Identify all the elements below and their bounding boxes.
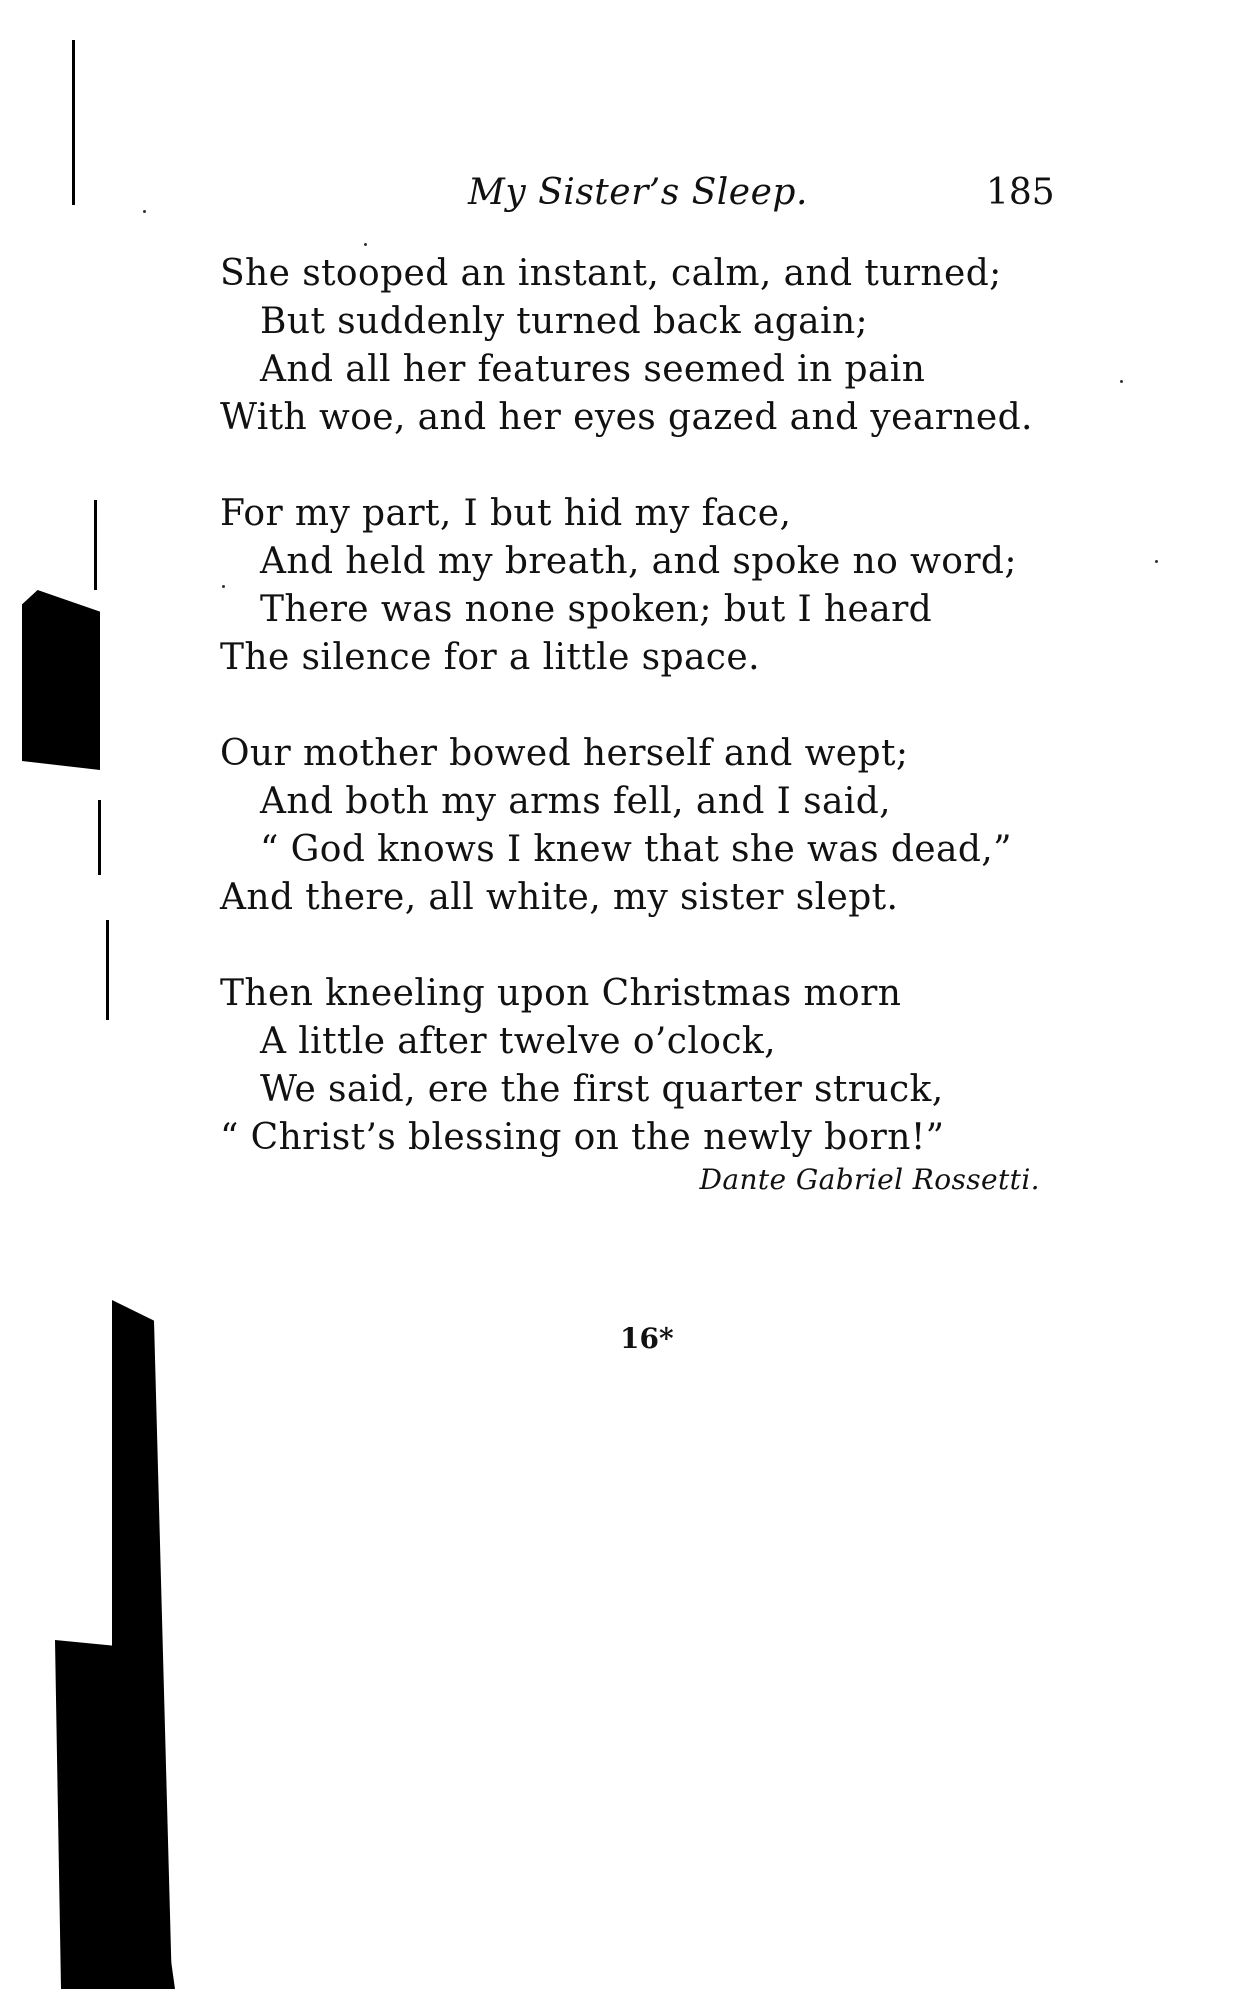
poem-line: Our mother bowed herself and wept; — [220, 733, 909, 774]
poem-line: There was none spoken; but I heard — [260, 589, 933, 630]
scan-edge-line-3 — [98, 800, 101, 875]
poem-line: For my part, I but hid my face, — [220, 493, 792, 534]
poem-line: And held my breath, and spoke no word; — [260, 541, 1017, 582]
stanza — [220, 250, 1040, 442]
signature-mark: 16* — [620, 1322, 674, 1355]
poem-line: “ God knows I knew that she was dead,” — [260, 829, 1012, 870]
poem-line: But suddenly turned back again; — [260, 301, 869, 342]
scan-edge-line-2 — [94, 500, 97, 590]
poem-line: We said, ere the first quarter struck, — [260, 1069, 944, 1110]
poem-line: “ Christ’s blessing on the newly born!” — [220, 1117, 945, 1158]
stanza — [220, 730, 1040, 922]
stanza — [220, 490, 1040, 682]
poem-line: And all her features seemed in pain — [260, 349, 926, 390]
scan-edge-line-1 — [72, 40, 75, 205]
poem-line: The silence for a little space. — [220, 637, 760, 678]
poem-line: Then kneeling upon Christmas morn — [220, 973, 902, 1014]
poem-line: And both my arms fell, and I said, — [260, 781, 892, 822]
dust-speck — [1155, 560, 1158, 563]
poem-line: She stooped an instant, calm, and turned; — [220, 253, 1002, 294]
poem-line: And there, all white, my sister slept. — [220, 877, 899, 918]
dust-speck — [1120, 380, 1123, 383]
poem-line: With woe, and her eyes gazed and yearned. — [220, 397, 1033, 438]
dust-speck — [364, 243, 367, 246]
running-title: My Sister’s Sleep. — [468, 172, 808, 213]
stanza — [220, 970, 1040, 1162]
dust-speck — [143, 210, 146, 213]
page-number: 185 — [986, 172, 1055, 213]
scan-edge-shadow-upper — [22, 590, 100, 770]
poem-attribution: Dante Gabriel Rossetti. — [699, 1163, 1040, 1196]
poem — [220, 250, 1040, 1162]
poem-line: A little after twelve o’clock, — [260, 1021, 776, 1062]
scan-edge-line-4 — [106, 920, 109, 1020]
